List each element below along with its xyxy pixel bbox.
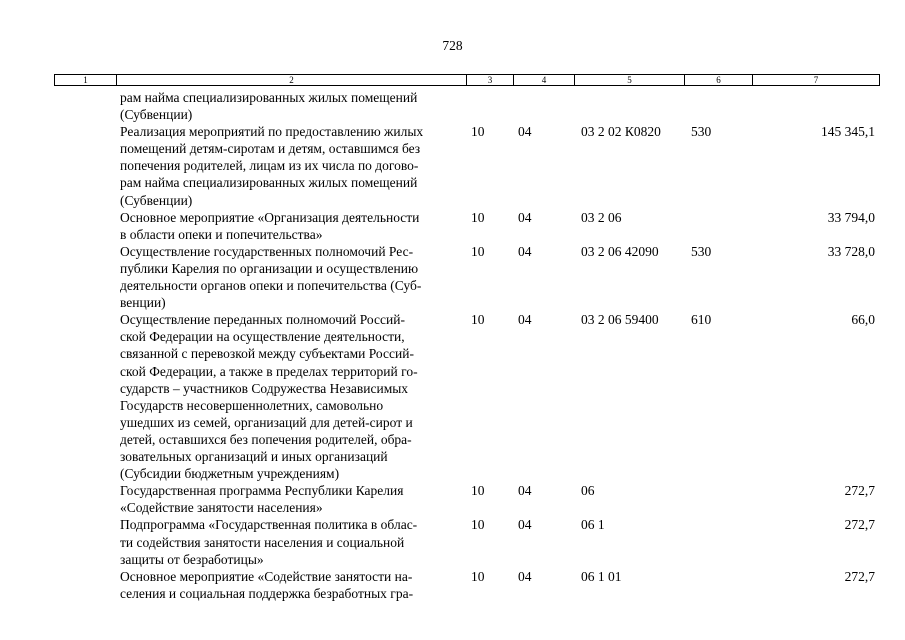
table-row	[0, 516, 905, 567]
column-header-2: 2	[117, 75, 467, 86]
column-header-table	[54, 74, 880, 86]
amount: 272,7	[844, 517, 875, 533]
column-header-7: 7	[753, 75, 880, 86]
subsection-code: 04	[518, 568, 532, 584]
section-code: 10	[471, 243, 485, 259]
description-line: Основное мероприятие «Организация деятельности	[120, 209, 420, 225]
table-row	[0, 311, 905, 482]
description-line: (Субсидии бюджетным учреждениям)	[120, 466, 340, 482]
target-article-code: 06 1	[581, 517, 605, 533]
description-line: (Субвенции)	[120, 192, 193, 208]
description-line: селения и социальная поддержка безработных гра-	[120, 585, 414, 601]
page-number: 728	[442, 38, 463, 53]
row-description	[120, 243, 465, 311]
section-code: 10	[471, 483, 485, 499]
column-header-5: 5	[575, 75, 685, 86]
subsection-code: 04	[518, 124, 532, 140]
section-code: 10	[471, 517, 485, 533]
amount: 272,7	[844, 568, 875, 584]
description-line: ской Федерации, а также в пределах территорий го-	[120, 363, 418, 379]
description-line: зовательных организаций и иных организаций	[120, 449, 388, 465]
description-line: связанной с перевозкой между субъектами Россий-	[120, 346, 414, 362]
row-description	[120, 311, 465, 482]
description-line: рам найма специализированных жилых помещений	[120, 90, 418, 105]
description-line: деятельности органов опеки и попечительства (Суб-	[120, 278, 422, 294]
column-header-6: 6	[685, 75, 753, 86]
subsection-code: 04	[518, 209, 532, 225]
description-line: рам найма специализированных жилых помещений	[120, 175, 418, 191]
amount: 272,7	[844, 483, 875, 499]
table-row	[0, 123, 905, 209]
section-code: 10	[471, 568, 485, 584]
description-line: Государств несовершеннолетних, самовольно	[120, 397, 384, 413]
subsection-code: 04	[518, 243, 532, 259]
column-header-4: 4	[514, 75, 575, 86]
row-description	[120, 516, 465, 567]
expense-type-code: 610	[691, 312, 712, 328]
description-line: Реализация мероприятий по предоставлению жилых	[120, 124, 424, 140]
table-row	[0, 568, 905, 602]
target-article-code: 03 2 02 К0820	[581, 124, 661, 140]
row-description	[120, 89, 465, 123]
description-line: Осуществление переданных полномочий Россий-	[120, 312, 405, 328]
budget-table-body	[0, 89, 905, 602]
target-article-code: 03 2 06	[581, 209, 622, 225]
section-code: 10	[471, 209, 485, 225]
column-header-3: 3	[467, 75, 514, 86]
row-description	[120, 209, 465, 243]
amount: 33 728,0	[827, 243, 875, 259]
description-line: попечения родителей, лицам из их числа по догово-	[120, 158, 419, 174]
target-article-code: 03 2 06 42090	[581, 243, 659, 259]
column-header-row	[55, 75, 880, 86]
description-line: Подпрограмма «Государственная политика в облас-	[120, 517, 418, 533]
row-description	[120, 482, 465, 516]
table-row	[0, 209, 905, 243]
target-article-code: 06	[581, 483, 595, 499]
description-line: венции)	[120, 295, 166, 311]
description-line: сударств – участников Содружества Независимых	[120, 380, 409, 396]
description-line: защиты от безработицы»	[120, 551, 264, 567]
target-article-code: 06 1 01	[581, 568, 622, 584]
description-line: ти содействия занятости населения и социальной	[120, 534, 405, 550]
section-code: 10	[471, 312, 485, 328]
description-line: Осуществление государственных полномочий Рес-	[120, 243, 414, 259]
table-row	[0, 482, 905, 516]
description-line: помещений детям-сиротам и детям, оставшимся без	[120, 141, 421, 157]
description-line: в области опеки и попечительства»	[120, 226, 323, 242]
row-description	[120, 123, 465, 208]
description-line: Государственная программа Республики Карелия	[120, 483, 404, 499]
description-line: ушедших из семей, организаций для детей-сирот и	[120, 414, 413, 430]
amount: 33 794,0	[827, 209, 875, 225]
row-description	[120, 568, 465, 602]
amount: 145 345,1	[821, 124, 875, 140]
table-row	[0, 243, 905, 311]
column-header-1: 1	[55, 75, 117, 86]
target-article-code: 03 2 06 59400	[581, 312, 659, 328]
subsection-code: 04	[518, 312, 532, 328]
description-line: публики Карелия по организации и осуществлению	[120, 260, 419, 276]
description-line: Основное мероприятие «Содействие занятости на-	[120, 568, 413, 584]
description-line: ской Федерации на осуществление деятельности,	[120, 329, 405, 345]
description-line: детей, оставшихся без попечения родителей, обра-	[120, 431, 412, 447]
expense-type-code: 530	[691, 243, 712, 259]
description-line: «Содействие занятости населения»	[120, 500, 323, 516]
table-row	[0, 89, 905, 123]
subsection-code: 04	[518, 517, 532, 533]
expense-type-code: 530	[691, 124, 712, 140]
subsection-code: 04	[518, 483, 532, 499]
description-line: (Субвенции)	[120, 107, 193, 123]
section-code: 10	[471, 124, 485, 140]
amount: 66,0	[851, 312, 875, 328]
